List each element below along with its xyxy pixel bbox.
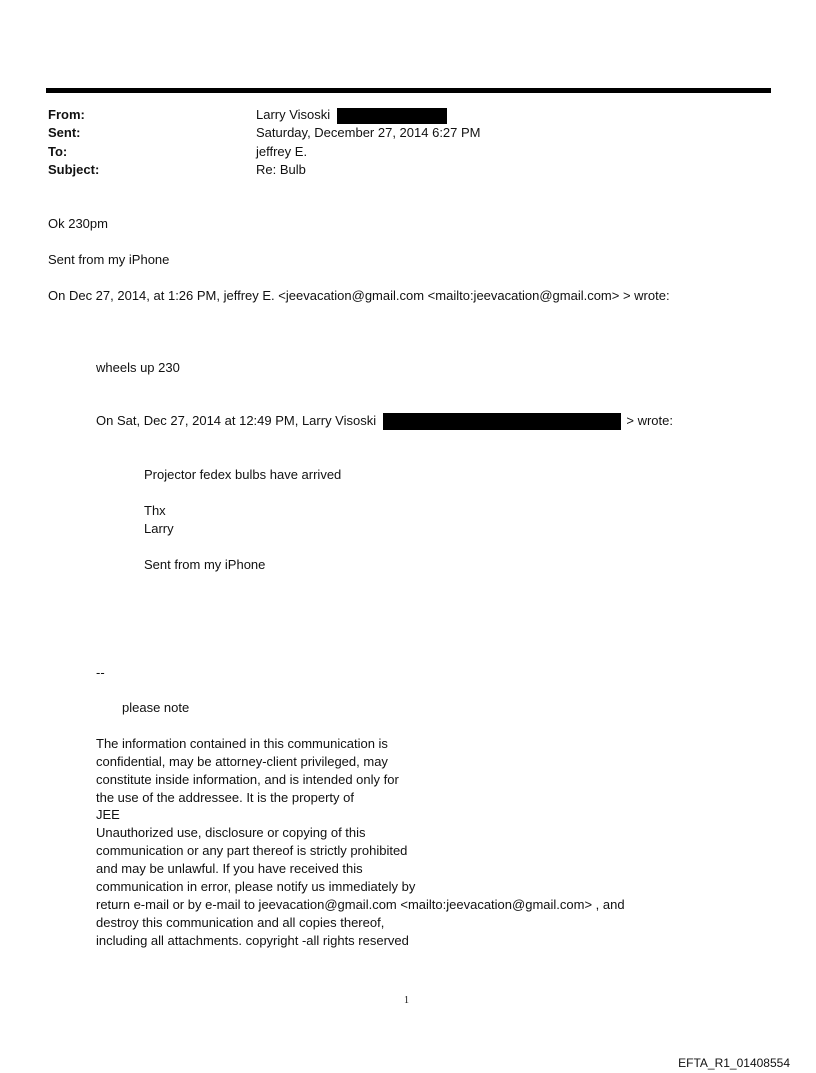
disclaimer-line: JEE — [96, 807, 120, 822]
disclaimer-line: including all attachments. copyright -all rights reserved — [96, 933, 409, 948]
to-value: jeffrey E. — [256, 144, 308, 159]
from-value: Larry Visoski — [256, 107, 331, 122]
subject-label: Subject: — [48, 162, 100, 177]
please-note: please note — [122, 700, 190, 715]
sent-value: Saturday, December 27, 2014 6:27 PM — [256, 125, 481, 140]
nested-quote-intro-start: On Sat, Dec 27, 2014 at 12:49 PM, Larry Visoski — [96, 413, 377, 428]
quote-intro: On Dec 27, 2014, at 1:26 PM, jeffrey E. <jeevacation@gmail.com <mailto:jeevacation@gmail.com> > wrote: — [48, 288, 670, 303]
signature-text: Sent from my iPhone — [48, 252, 170, 267]
disclaimer-line: return e-mail or by e-mail to jeevacation@gmail.com <mailto:jeevacation@gmail.com> , and — [96, 897, 625, 912]
disclaimer-line: communication in error, please notify us immediately by — [96, 879, 416, 894]
disclaimer-line: communication or any part thereof is strictly prohibited — [96, 843, 408, 858]
nested-quote-signature: Sent from my iPhone — [144, 557, 266, 572]
nested-quote-intro — [96, 412, 673, 430]
to-label: To: — [48, 144, 68, 159]
disclaimer-line: The information contained in this communication is — [96, 736, 388, 751]
reply-text: Ok 230pm — [48, 216, 108, 231]
nested-quote-line: Projector fedex bulbs have arrived — [144, 467, 342, 482]
disclaimer-line: the use of the addressee. It is the property of — [96, 790, 354, 805]
subject-value: Re: Bulb — [256, 162, 306, 177]
nested-quote-thanks: Thx — [144, 503, 166, 518]
page-number: 1 — [404, 995, 409, 1006]
disclaimer-line: Unauthorized use, disclosure or copying of this — [96, 825, 366, 840]
document-id: EFTA_R1_01408554 — [678, 1056, 790, 1070]
disclaimer-line: confidential, may be attorney-client privileged, may — [96, 754, 388, 769]
sent-label: Sent: — [48, 125, 81, 140]
disclaimer-line: destroy this communication and all copies thereof, — [96, 915, 385, 930]
redaction-block — [337, 108, 447, 124]
header-rule — [46, 88, 771, 93]
redaction-block — [383, 413, 621, 430]
nested-quote-name: Larry — [144, 521, 174, 536]
quoted-message: wheels up 230 — [96, 360, 180, 375]
signature-dash: -- — [96, 665, 105, 680]
disclaimer-line: constitute inside information, and is intended only for — [96, 772, 399, 787]
disclaimer-line: and may be unlawful. If you have received this — [96, 861, 363, 876]
from-label: From: — [48, 107, 85, 122]
from-field — [256, 106, 447, 124]
nested-quote-intro-end: > wrote: — [626, 413, 673, 428]
